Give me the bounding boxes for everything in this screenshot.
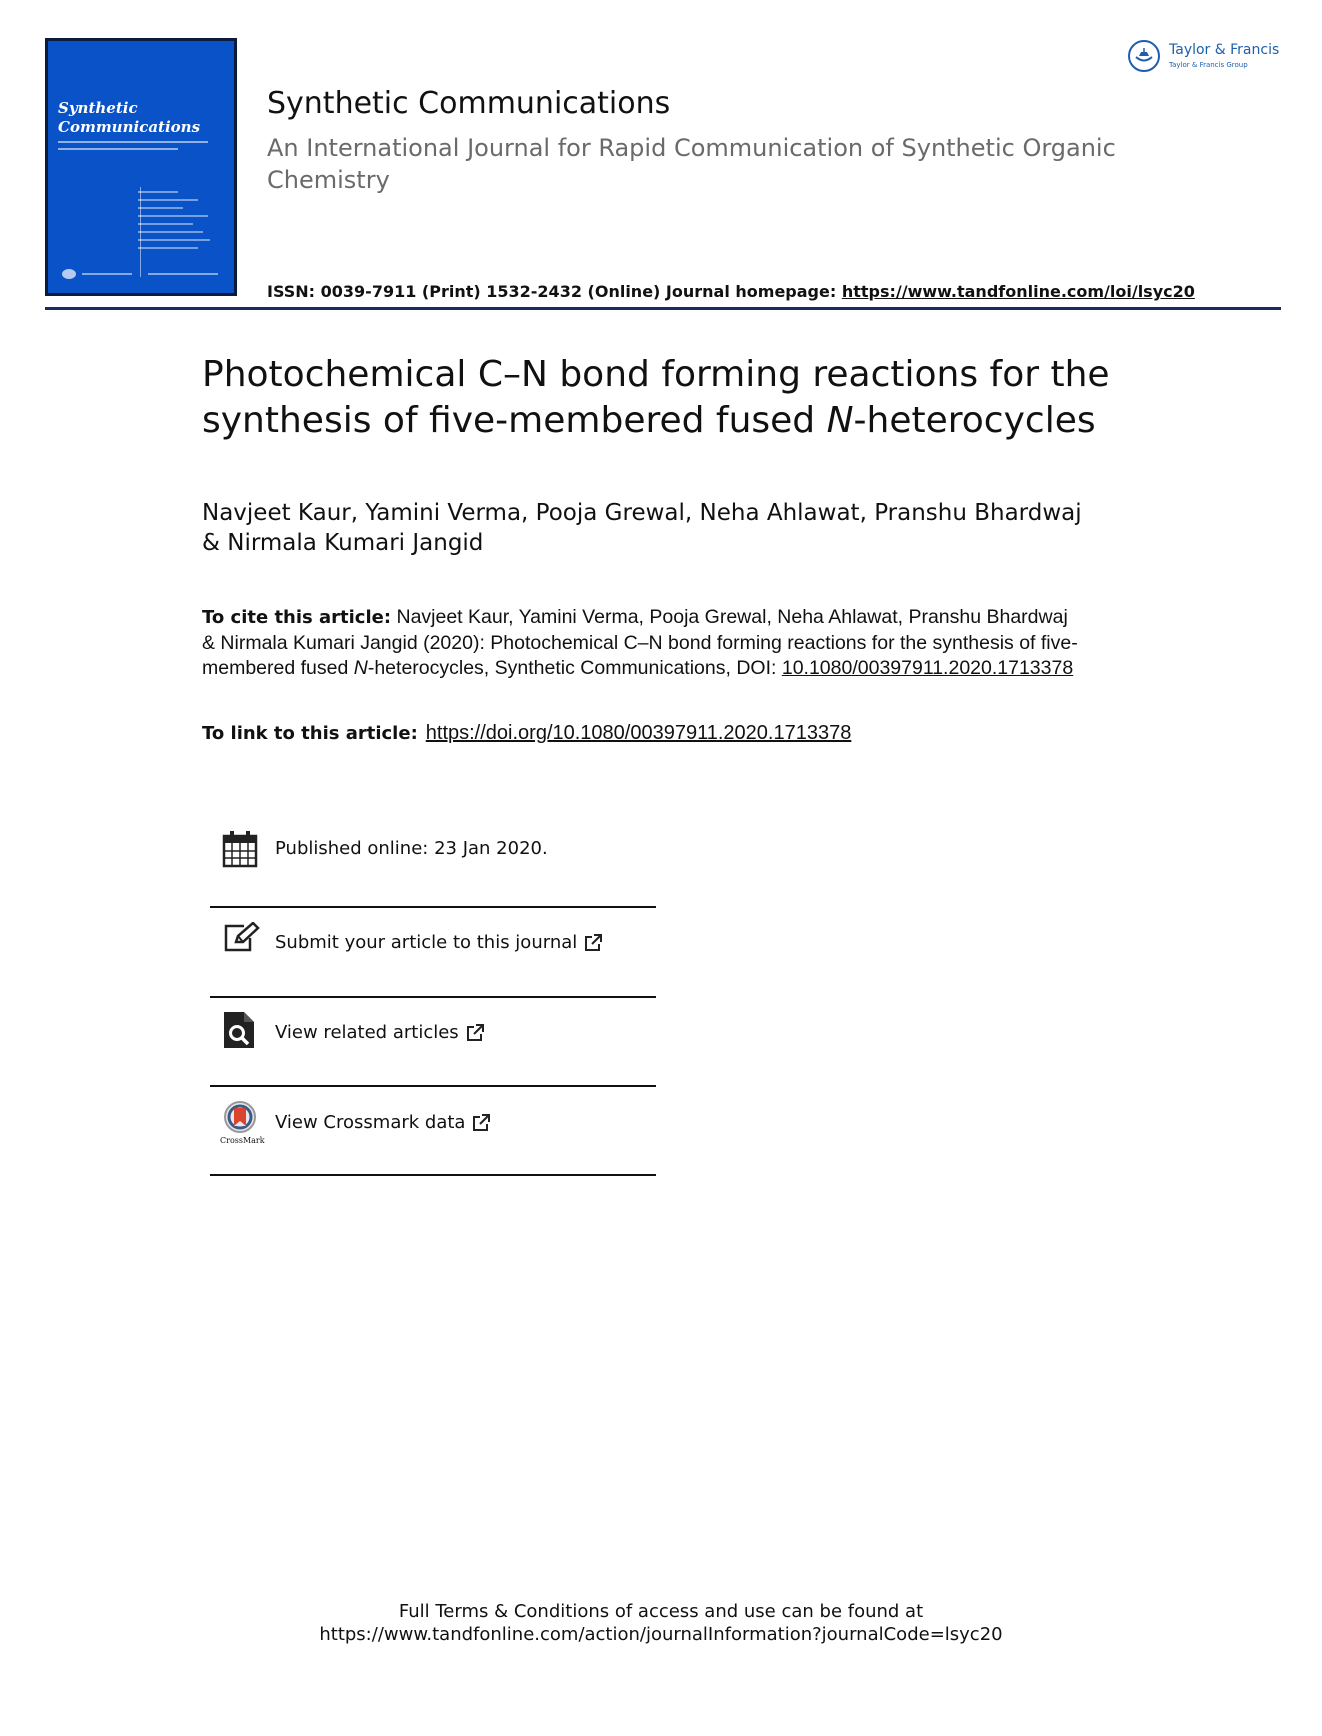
cover-editors bbox=[138, 191, 218, 255]
terms-url[interactable]: https://www.tandfonline.com/action/journalInformation?journalCode=lsyc20 bbox=[319, 1624, 1003, 1645]
cover-footer-text bbox=[82, 273, 132, 275]
article-title-part2: -heterocycles bbox=[853, 400, 1096, 441]
citation-block bbox=[202, 605, 1082, 682]
link-label: To link to this article: bbox=[202, 723, 418, 744]
cover-title bbox=[58, 99, 200, 137]
related-articles-text: View related articles bbox=[275, 1022, 459, 1043]
article-link-block bbox=[202, 722, 851, 745]
crossmark-icon bbox=[220, 1100, 265, 1150]
cover-publisher-logo bbox=[62, 269, 76, 279]
publisher-name: Taylor & Francis bbox=[1169, 42, 1280, 58]
publisher-group: Taylor & Francis Group bbox=[1169, 61, 1248, 69]
edit-icon bbox=[222, 922, 260, 958]
info-divider bbox=[210, 906, 656, 908]
article-title bbox=[202, 352, 1202, 444]
cite-text-italic: N bbox=[353, 657, 368, 679]
submit-article-label bbox=[275, 932, 603, 953]
cover-text-lines bbox=[58, 141, 218, 155]
crossmark-label bbox=[275, 1112, 491, 1133]
article-doi-link[interactable]: https://doi.org/10.1080/00397911.2020.1713378 bbox=[425, 722, 852, 744]
publisher-logo[interactable] bbox=[1128, 38, 1288, 78]
cover-title-line2: Communications bbox=[58, 118, 201, 136]
journal-homepage-link[interactable]: https://www.tandfonline.com/loi/lsyc20 bbox=[841, 282, 1195, 301]
cite-text-2: -heterocycles, Synthetic Communications, DOI: bbox=[367, 657, 782, 679]
cite-text-1: Navjeet Kaur, Yamini Verma, Pooja Grewal, Neha Ahlawat, Pranshu Bhardwaj & Nirmala Kumari Jangid (2020): Photochemical C–N bond forming reactions for the synthesis of five-membered fused bbox=[202, 606, 1078, 679]
related-articles-link[interactable] bbox=[210, 1010, 656, 1050]
related-articles-label bbox=[275, 1022, 485, 1043]
info-divider bbox=[210, 1174, 656, 1176]
info-divider bbox=[210, 996, 656, 998]
terms-line: Full Terms & Conditions of access and use can be found at bbox=[398, 1601, 924, 1622]
journal-subtitle: An International Journal for Rapid Communication of Synthetic Organic Chemistry bbox=[267, 134, 1116, 194]
external-link-icon bbox=[471, 1113, 491, 1133]
calendar-icon bbox=[222, 830, 258, 872]
external-link-icon bbox=[583, 933, 603, 953]
article-title-italic: N bbox=[826, 400, 854, 441]
article-title-part1: Photochemical C–N bond forming reactions for the synthesis of five-membered fused bbox=[202, 354, 1110, 441]
external-link-icon bbox=[465, 1023, 485, 1043]
submit-article-link[interactable] bbox=[210, 922, 656, 962]
journal-cover-image bbox=[45, 38, 237, 296]
submit-article-text: Submit your article to this journal bbox=[275, 932, 578, 953]
published-date: Published online: 23 Jan 2020. bbox=[275, 838, 548, 859]
document-search-icon bbox=[222, 1010, 256, 1054]
published-row bbox=[210, 830, 656, 870]
cite-label: To cite this article: bbox=[202, 607, 392, 628]
crossmark-link[interactable] bbox=[210, 1100, 656, 1146]
taylor-francis-icon bbox=[1128, 40, 1160, 72]
info-divider bbox=[210, 1085, 656, 1087]
article-authors: Navjeet Kaur, Yamini Verma, Pooja Grewal, Neha Ahlawat, Pranshu Bhardwaj & Nirmala Kumari Jangid bbox=[202, 500, 1082, 556]
issn-text: ISSN: 0039-7911 (Print) 1532-2432 (Online) Journal homepage: bbox=[267, 282, 842, 301]
cover-title-line1: Synthetic bbox=[58, 99, 138, 117]
cover-volume-text bbox=[148, 273, 218, 275]
crossmark-text: View Crossmark data bbox=[275, 1112, 466, 1133]
issn-line bbox=[267, 282, 1195, 301]
journal-title: Synthetic Communications bbox=[267, 86, 671, 121]
cite-doi-link[interactable]: 10.1080/00397911.2020.1713378 bbox=[781, 657, 1074, 679]
header-divider bbox=[45, 307, 1281, 310]
terms-footer bbox=[0, 1600, 1322, 1646]
crossmark-logo-text: CrossMark bbox=[220, 1136, 265, 1145]
